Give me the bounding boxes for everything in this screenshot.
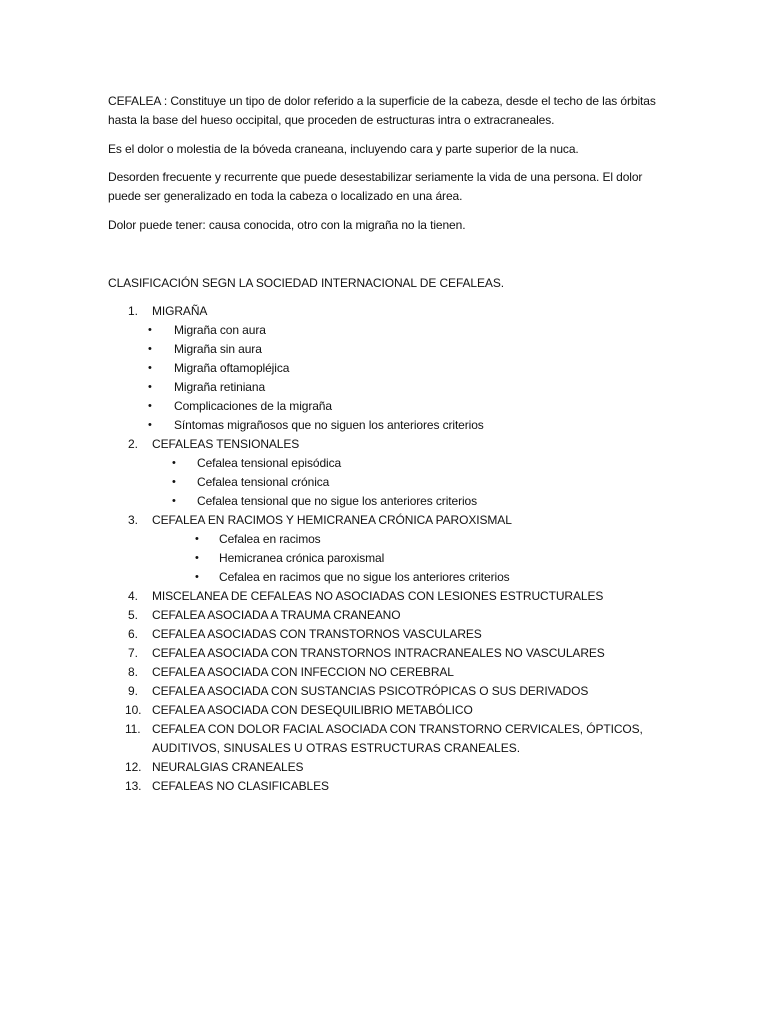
disorder-paragraph: Desorden frecuente y recurrente que puede desestabilizar seriamente la vida de una persona. El dolor puede ser generalizado en toda la cabeza o localizado en una área. (108, 170, 643, 203)
bullet-icon: • (172, 457, 176, 469)
cause-paragraph: Dolor puede tener: causa conocida, otro con la migraña no la tienen. (108, 218, 466, 232)
list-number: 4. (128, 589, 138, 603)
sub-list-item (0, 549, 768, 568)
list-number: 12. (125, 760, 142, 774)
list-number: 7. (128, 646, 138, 660)
list-number: 2. (128, 437, 138, 451)
list-item-title: CEFALEAS TENSIONALES (152, 437, 300, 451)
bullet-icon: • (148, 400, 152, 412)
sub-item-text: Cefalea tensional crónica (197, 475, 330, 489)
list-item-title: CEFALEA ASOCIADA CON DESEQUILIBRIO METABÓLICO (152, 703, 473, 717)
sub-item-text: Migraña con aura (174, 323, 266, 337)
list-item-title: CEFALEA EN RACIMOS Y HEMICRANEA CRÓNICA PAROXISMAL (152, 513, 512, 527)
list-number: 5. (128, 608, 138, 622)
bullet-icon: • (195, 552, 199, 564)
sub-item-text: Cefalea en racimos que no sigue los anteriores criterios (219, 570, 510, 584)
sub-item-text: Migraña retiniana (174, 380, 266, 394)
bullet-icon: • (148, 362, 152, 374)
list-item-continuation-text: AUDITIVOS, SINUSALES U OTRAS ESTRUCTURAS CRANEALES. (152, 741, 521, 755)
sub-item-text: Cefalea tensional que no sigue los anteriores criterios (197, 494, 477, 508)
list-item (0, 302, 768, 321)
list-number: 11. (125, 722, 141, 736)
list-item-title: CEFALEA ASOCIADA CON SUSTANCIAS PSICOTRÓPICAS O SUS DERIVADOS (152, 684, 589, 698)
list-item (0, 720, 768, 739)
sub-list-item (0, 340, 768, 359)
list-item (0, 758, 768, 777)
list-item-title: CEFALEA ASOCIADA CON TRANSTORNOS INTRACRANEALES NO VASCULARES (152, 646, 605, 660)
list-item (0, 587, 768, 606)
sub-list-item (0, 359, 768, 378)
sub-item-text: Síntomas migrañosos que no siguen los anteriores criterios (174, 418, 484, 432)
sub-item-text: Cefalea tensional episódica (197, 456, 342, 470)
list-number: 1. (128, 304, 138, 318)
list-item-title: NEURALGIAS CRANEALES (152, 760, 304, 774)
definition-paragraph: CEFALEA : Constituye un tipo de dolor referido a la superficie de la cabeza, desde el techo de las órbitas hasta la base del hueso occipital, que proceden de estructuras intra o extracraneales. (108, 94, 656, 127)
classification-list (0, 302, 768, 796)
list-item-title: CEFALEA ASOCIADA CON INFECCION NO CEREBRAL (152, 665, 454, 679)
list-item-continuation (0, 739, 768, 758)
list-item (0, 435, 768, 454)
bullet-icon: • (195, 533, 199, 545)
sub-list-item (0, 473, 768, 492)
classification-heading: CLASIFICACIÓN SEGN LA SOCIEDAD INTERNACIONAL DE CEFALEAS. (108, 276, 504, 290)
list-number: 10. (125, 703, 142, 717)
list-item-title: CEFALEA ASOCIADA A TRAUMA CRANEANO (152, 608, 401, 622)
sub-list-item (0, 321, 768, 340)
sub-list-item (0, 397, 768, 416)
list-item-title: MISCELANEA DE CEFALEAS NO ASOCIADAS CON LESIONES ESTRUCTURALES (152, 589, 604, 603)
list-item-title: MIGRAÑA (152, 304, 208, 318)
bullet-icon: • (172, 476, 176, 488)
bullet-icon: • (195, 571, 199, 583)
sub-list-item (0, 378, 768, 397)
sub-list-item (0, 492, 768, 511)
list-item (0, 511, 768, 530)
sub-list-item (0, 530, 768, 549)
sub-list-item (0, 416, 768, 435)
list-item-title: CEFALEAS NO CLASIFICABLES (152, 779, 329, 793)
sub-list-item (0, 454, 768, 473)
bullet-icon: • (148, 419, 152, 431)
bullet-icon: • (148, 381, 152, 393)
list-item (0, 644, 768, 663)
sub-item-text: Migraña oftamopléjica (174, 361, 290, 375)
bullet-icon: • (148, 343, 152, 355)
list-number: 3. (128, 513, 138, 527)
sub-item-text: Migraña sin aura (174, 342, 262, 356)
sub-item-text: Hemicranea crónica paroxismal (219, 551, 385, 565)
list-item (0, 625, 768, 644)
sub-list-item (0, 568, 768, 587)
list-item-title: CEFALEA CON DOLOR FACIAL ASOCIADA CON TRANSTORNO CERVICALES, ÓPTICOS, (152, 722, 643, 736)
list-item (0, 606, 768, 625)
list-item (0, 701, 768, 720)
sub-item-text: Cefalea en racimos (219, 532, 321, 546)
description-paragraph: Es el dolor o molestia de la bóveda craneana, incluyendo cara y parte superior de la nuca. (108, 142, 579, 156)
bullet-icon: • (172, 495, 176, 507)
list-number: 8. (128, 665, 138, 679)
list-number: 13. (125, 779, 142, 793)
list-number: 6. (128, 627, 138, 641)
list-number: 9. (128, 684, 138, 698)
sub-item-text: Complicaciones de la migraña (174, 399, 332, 413)
list-item (0, 682, 768, 701)
list-item (0, 777, 768, 796)
bullet-icon: • (148, 324, 152, 336)
list-item (0, 663, 768, 682)
list-item-title: CEFALEA ASOCIADAS CON TRANSTORNOS VASCULARES (152, 627, 482, 641)
